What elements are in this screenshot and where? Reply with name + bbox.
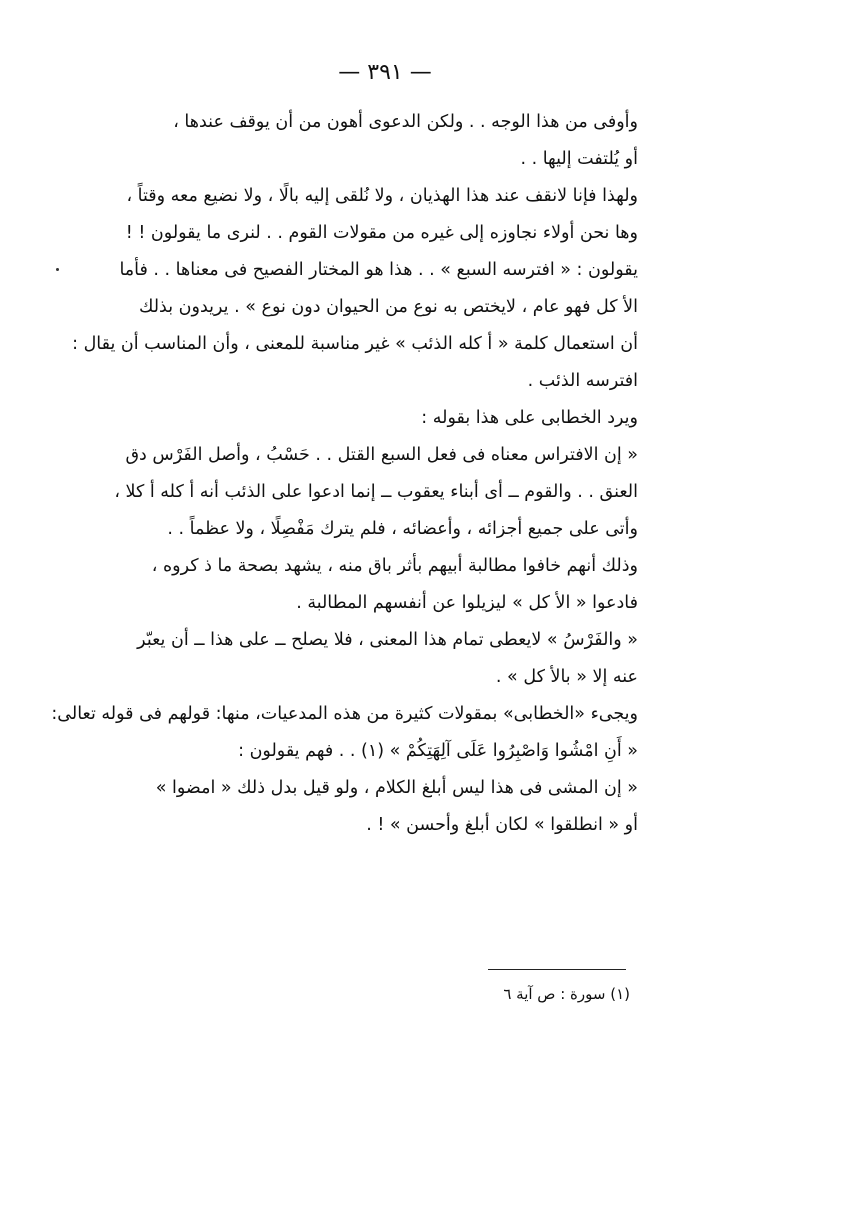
- footnote-divider: [488, 969, 626, 970]
- footnote: (١) سورة : ص آية ٦: [503, 985, 630, 1003]
- text-line: الأ كل فهو عام ، لايختص به نوع من الحيوان دون نوع » . يريدون بذلك: [138, 297, 638, 317]
- text-line: عنه إلا « بالأ كل » .: [495, 667, 638, 687]
- text-line: « إن الافتراس معناه فى فعل السبع القتل . . حَسْبُ ، وأصل الفَرْس دق: [125, 445, 638, 465]
- body-text: [51, 104, 638, 844]
- text-line: فادعوا « الأ كل » ليزيلوا عن أنفسهم المطالبة .: [296, 593, 638, 613]
- text-line: أو يُلتفت إليها . .: [520, 149, 638, 169]
- text-line: أو « انطلقوا » لكان أبلغ وأحسن » ! .: [366, 815, 638, 835]
- text-line: ويرد الخطابى على هذا بقوله :: [421, 408, 638, 428]
- text-line: أن استعمال كلمة « أ كله الذئب » غير مناسبة للمعنى ، وأن المناسب أن يقال :: [72, 334, 638, 354]
- text-line: يقولون : « افترسه السبع » . . هذا هو المختار الفصيح فى معناها . . فأما: [119, 260, 638, 280]
- text-line: افترسه الذئب .: [527, 371, 638, 391]
- text-line: « إن المشى فى هذا ليس أبلغ الكلام ، ولو قيل بدل ذلك « امضوا »: [155, 778, 638, 798]
- text-line: « والفَرْسُ » لايعطى تمام هذا المعنى ، فلا يصلح ــ على هذا ــ أن يعبّر: [137, 630, 638, 650]
- text-line: العنق . . والقوم ــ أى أبناء يعقوب ــ إنما ادعوا على الذئب أنه أ كله أ كلا ،: [114, 482, 638, 502]
- text-line: وذلك أنهم خافوا مطالبة أبيهم بأثر باق منه ، يشهد بصحة ما ذ كروه ،: [151, 556, 638, 576]
- text-line: ولهذا فإنا لانقف عند هذا الهذيان ، ولا نُلقى إليه بالًا ، ولا نضيع معه وقتاً ،: [126, 186, 638, 206]
- page-number: — ٣٩١ —: [338, 60, 432, 85]
- text-line: وأوفى من هذا الوجه . . ولكن الدعوى أهون من أن يوقف عندها ،: [173, 112, 638, 132]
- stray-ink-dot: [56, 268, 59, 271]
- text-line: ويجىء «الخطابى» بمقولات كثيرة من هذه المدعيات، منها: قولهم فى قوله تعالى:: [51, 704, 638, 724]
- text-line: وأتى على جميع أجزائه ، وأعضائه ، فلم يترك مَفْصِلًا ، ولا عظماً . .: [167, 519, 638, 539]
- text-line: « أَنِ امْشُوا وَاصْبِرُوا عَلَى آلِهَتِكُمْ » (١) . . فهم يقولون :: [238, 741, 638, 761]
- text-line: وها نحن أولاء نجاوزه إلى غيره من مقولات القوم . . لنرى ما يقولون ! !: [125, 223, 638, 243]
